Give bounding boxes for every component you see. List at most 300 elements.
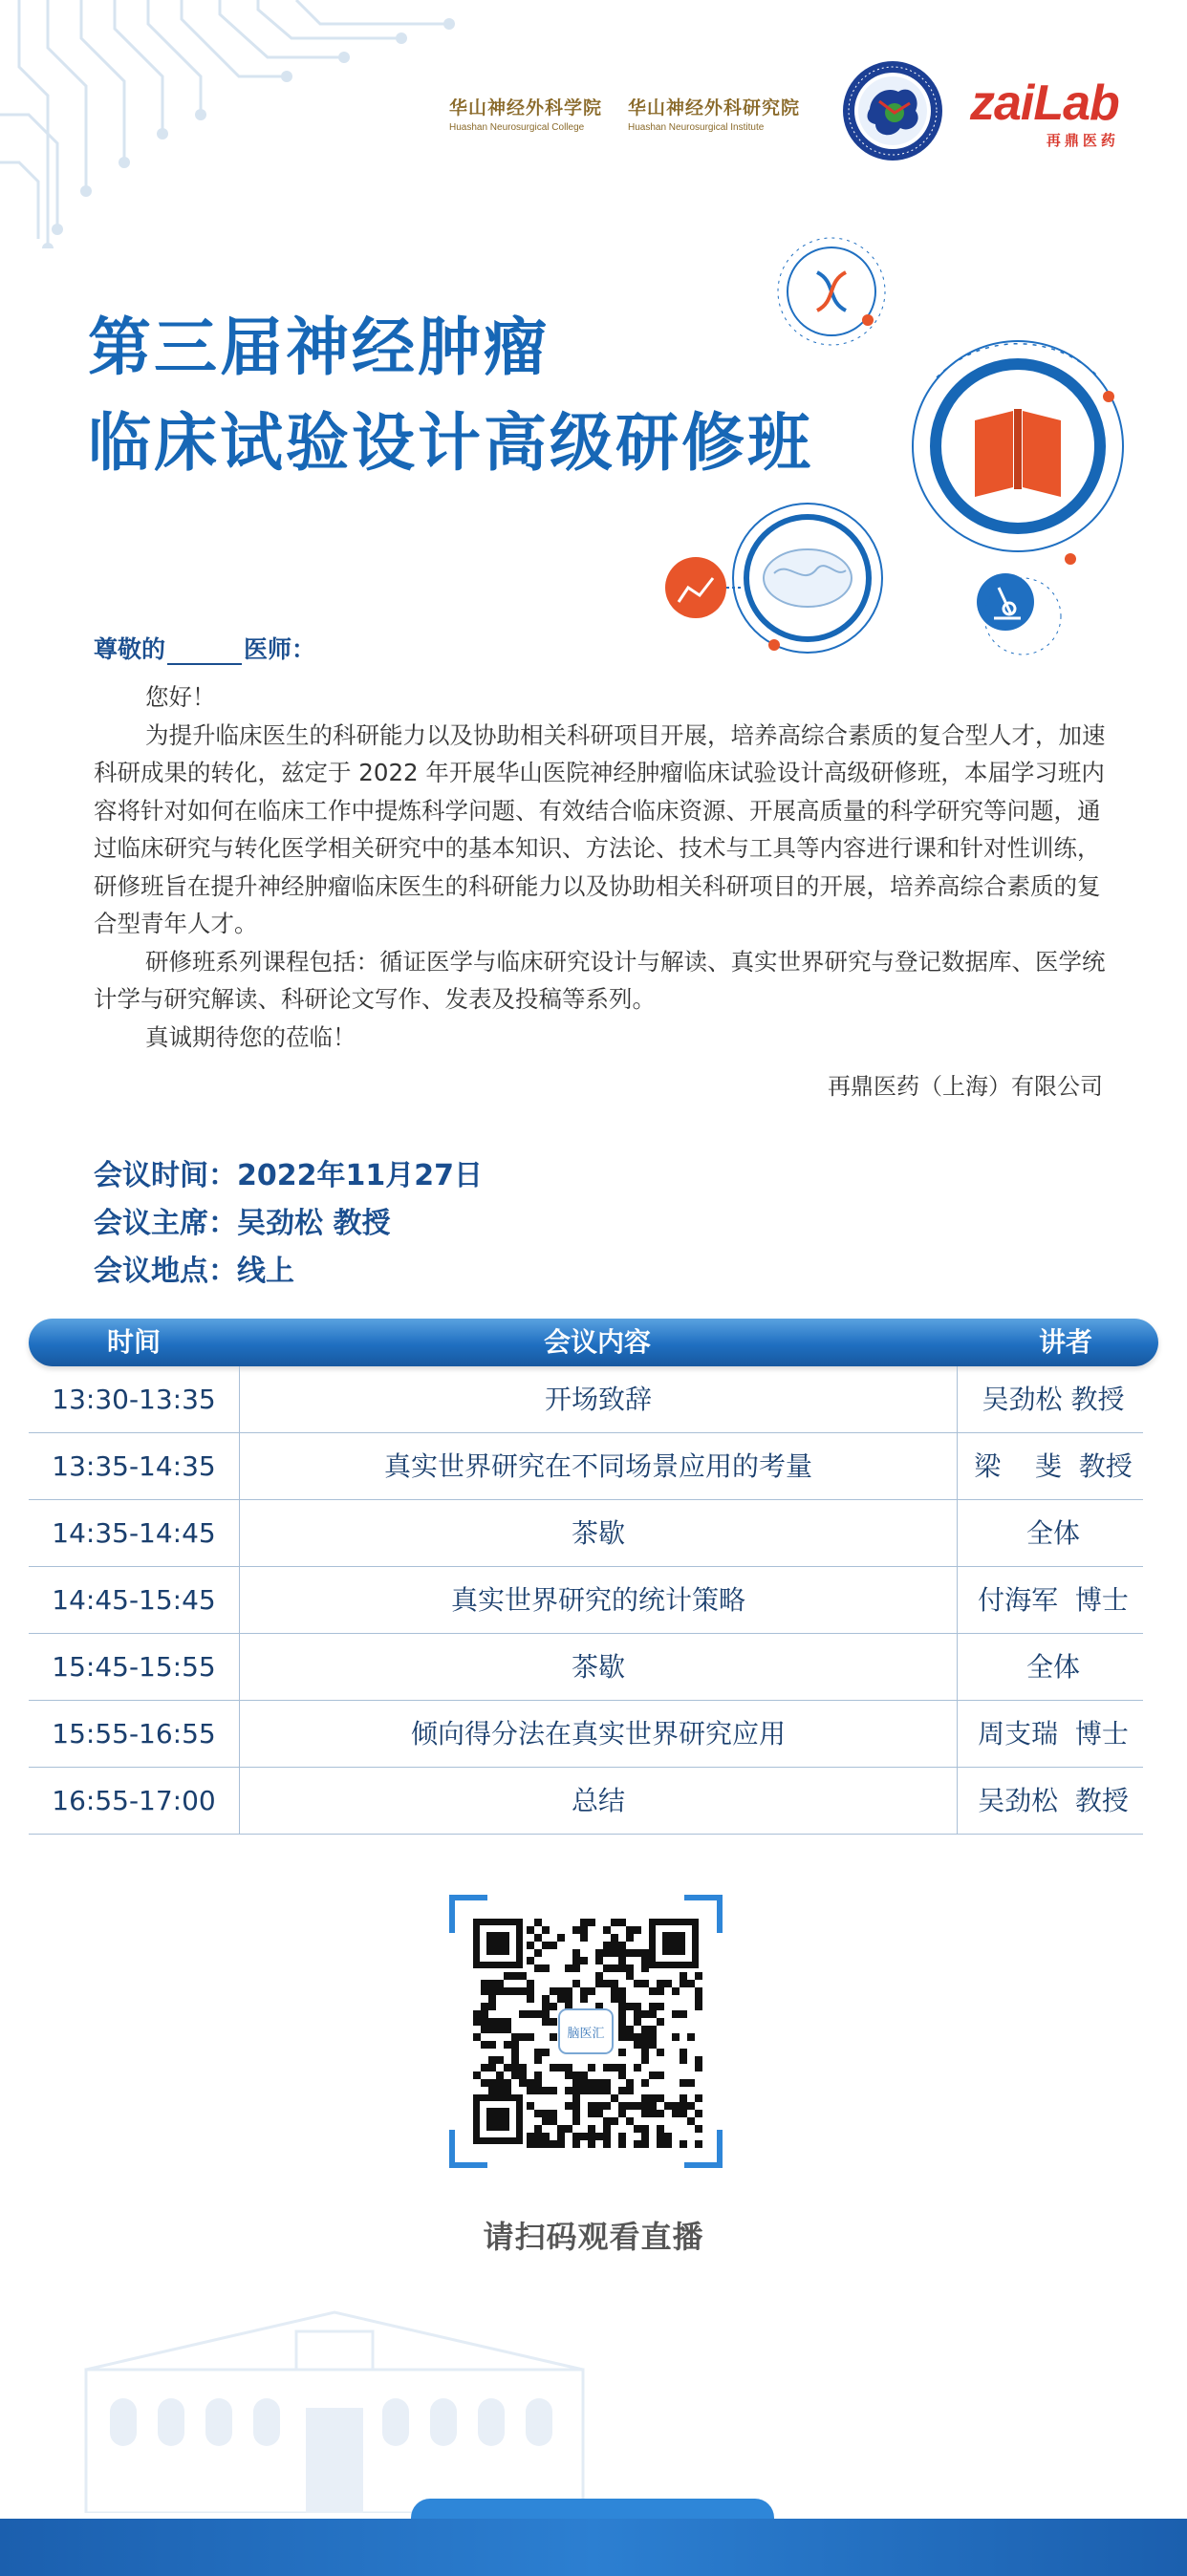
institute-name-cn: 华山神经外科研究院: [628, 97, 801, 118]
qr-module: [611, 1934, 618, 1942]
qr-module: [588, 2140, 595, 2148]
qr-module: [527, 2087, 534, 2094]
qr-module: [626, 2079, 634, 2087]
qr-module: [504, 2079, 511, 2087]
qr-module: [565, 2072, 572, 2079]
qr-module: [634, 1926, 641, 1934]
qr-module: [496, 1980, 504, 1987]
qr-module: [618, 1995, 626, 2003]
qr-module: [580, 1934, 588, 1942]
qr-module: [572, 2072, 580, 2079]
qr-module: [672, 2010, 680, 2018]
qr-module: [572, 2140, 580, 2148]
qr-module: [580, 2087, 588, 2094]
qr-module: [595, 1957, 603, 1964]
qr-module: [618, 1987, 626, 1995]
qr-module: [618, 2102, 626, 2110]
qr-module: [557, 2064, 565, 2072]
qr-module: [641, 2079, 649, 2087]
qr-module: [657, 2140, 664, 2148]
qr-module: [504, 2018, 511, 2026]
qr-module: [680, 2049, 687, 2056]
qr-module: [496, 2072, 504, 2079]
qr-module: [557, 1987, 565, 1995]
qr-module: [473, 2072, 481, 2079]
header-content: 会议内容: [543, 1326, 651, 1358]
invitation-letter: [94, 678, 1107, 1056]
qr-module: [550, 2018, 557, 2026]
row-content: 倾向得分法在真实世界研究应用: [239, 1701, 958, 1768]
zai-lab-wordmark: zaiLab: [970, 75, 1119, 131]
qr-module: [588, 1919, 595, 1926]
qr-module: [695, 2003, 702, 2010]
qr-module: [519, 2079, 527, 2087]
qr-module: [527, 2102, 534, 2110]
qr-module: [588, 2102, 595, 2110]
qr-module: [611, 1995, 618, 2003]
table-row: [29, 1567, 1143, 1634]
qr-module: [657, 2110, 664, 2117]
qr-module: [641, 2102, 649, 2110]
qr-module: [595, 1980, 603, 1987]
qr-module: [687, 2117, 695, 2125]
qr-module: [473, 2033, 481, 2041]
qr-module: [534, 2125, 542, 2133]
qr-module: [572, 2110, 580, 2117]
table-row: [29, 1634, 1143, 1701]
qr-module: [534, 1934, 542, 1942]
qr-module: [519, 2010, 527, 2018]
qr-module: [588, 2087, 595, 2094]
qr-module: [664, 2102, 672, 2110]
qr-module: [527, 2079, 534, 2087]
qr-module: [580, 1919, 588, 1926]
qr-module: [527, 1957, 534, 1964]
qr-module: [641, 2041, 649, 2049]
qr-module: [603, 1949, 611, 1957]
qr-module: [618, 1957, 626, 1964]
qr-module: [664, 2140, 672, 2148]
qr-module: [580, 1995, 588, 2003]
event-title-line-2: 临床试验设计高级研修班: [88, 406, 813, 480]
qr-module: [542, 2010, 550, 2018]
qr-module: [695, 2094, 702, 2102]
huashan-institute-logo: [628, 94, 800, 133]
qr-module: [618, 2087, 626, 2094]
qr-module: [634, 2064, 641, 2072]
qr-module: [550, 1942, 557, 1949]
qr-module: [680, 2079, 687, 2087]
qr-module: [580, 2072, 588, 2079]
qr-module: [504, 1987, 511, 1995]
qr-module: [634, 2140, 641, 2148]
qr-module: [565, 2064, 572, 2072]
qr-module: [527, 1942, 534, 1949]
qr-module: [657, 1987, 664, 1995]
qr-module: [504, 2041, 511, 2049]
qr-module: [687, 2079, 695, 2087]
qr-module: [542, 2087, 550, 2094]
qr-module: [496, 1987, 504, 1995]
qr-module: [473, 2010, 481, 2018]
qr-module: [572, 2094, 580, 2102]
qr-module: [634, 1980, 641, 1987]
qr-module: [511, 2064, 519, 2072]
qr-module: [504, 2087, 511, 2094]
qr-module: [649, 1987, 657, 1995]
qr-module: [527, 1926, 534, 1934]
qr-module: [603, 2133, 611, 2140]
dna-icon: [817, 272, 846, 311]
row-speaker: 全体: [1025, 1517, 1080, 1549]
schedule-table-header: [29, 1319, 1158, 1366]
qr-module: [511, 1972, 519, 1980]
qr-module: [542, 2018, 550, 2026]
qr-module: [481, 2010, 488, 2018]
qr-module: [641, 2056, 649, 2064]
qr-module: [649, 2026, 657, 2033]
row-speaker: 吴劲松 教授: [978, 1785, 1129, 1816]
qr-module: [618, 2026, 626, 2033]
qr-module: [565, 1995, 572, 2003]
qr-module: [542, 1964, 550, 1972]
qr-module: [504, 1972, 511, 1980]
qr-module: [680, 2010, 687, 2018]
qr-module: [511, 2033, 519, 2041]
qr-module: [488, 2079, 496, 2087]
qr-module: [641, 1957, 649, 1964]
qr-caption: 请扫码观看直播: [483, 2219, 704, 2255]
qr-module: [542, 2110, 550, 2117]
qr-module: [519, 1987, 527, 1995]
qr-module: [649, 2033, 657, 2041]
name-blank-line: [167, 640, 242, 665]
qr-module: [488, 2041, 496, 2049]
qr-module: [657, 2125, 664, 2133]
qr-module: [603, 2102, 611, 2110]
qr-module: [550, 2140, 557, 2148]
row-content: 茶歇: [239, 1500, 958, 1567]
row-time: 13:35-14:35: [52, 1450, 216, 1482]
qr-module: [595, 1949, 603, 1957]
qr-module: [550, 2110, 557, 2117]
qr-module: [634, 1949, 641, 1957]
qr-module: [527, 2133, 534, 2140]
qr-module: [618, 2018, 626, 2026]
qr-module: [519, 1972, 527, 1980]
qr-module: [641, 1980, 649, 1987]
qr-module: [580, 1957, 588, 1964]
qr-module: [572, 1957, 580, 1964]
qr-module: [595, 2133, 603, 2140]
qr-module: [534, 2010, 542, 2018]
qr-module: [572, 2117, 580, 2125]
qr-module: [588, 2110, 595, 2117]
qr-module: [680, 1980, 687, 1987]
qr-module: [626, 1964, 634, 1972]
qr-module: [527, 2033, 534, 2041]
qr-module: [618, 2133, 626, 2140]
qr-module: [618, 2110, 626, 2117]
qr-module: [488, 2018, 496, 2026]
qr-module: [580, 2079, 588, 2087]
table-row: [29, 1366, 1143, 1433]
row-time: 14:45-15:45: [52, 1584, 216, 1616]
qr-module: [572, 1926, 580, 1934]
row-time: 13:30-13:35: [52, 1384, 216, 1415]
qr-module: [588, 2079, 595, 2087]
qr-module: [481, 2041, 488, 2049]
qr-module: [695, 2125, 702, 2133]
qr-module: [626, 1934, 634, 1942]
qr-module: [534, 2133, 542, 2140]
qr-module: [603, 2064, 611, 2072]
qr-module: [611, 1987, 618, 1995]
qr-module: [565, 1964, 572, 1972]
qr-module: [511, 2041, 519, 2049]
qr-module: [595, 2087, 603, 2094]
qr-module: [664, 2133, 672, 2140]
meeting-time: 会议时间：2022年11月27日: [94, 1159, 483, 1192]
qr-module: [672, 1987, 680, 1995]
qr-module: [626, 2117, 634, 2125]
qr-module: [565, 2102, 572, 2110]
qr-module: [527, 1980, 534, 1987]
qr-module: [611, 1919, 618, 1926]
qr-center-label: 脑医汇: [567, 2027, 605, 2041]
qr-module: [672, 2110, 680, 2117]
qr-module: [672, 2102, 680, 2110]
qr-module: [626, 1949, 634, 1957]
qr-module: [534, 2079, 542, 2087]
table-row: [29, 1433, 1143, 1500]
qr-module: [634, 2033, 641, 2041]
book-icon: [975, 409, 1061, 497]
qr-module: [565, 2087, 572, 2094]
qr-module: [496, 2018, 504, 2026]
qr-module: [618, 2049, 626, 2056]
letter-signature: 再鼎医药（上海）有限公司: [828, 1073, 1103, 1100]
meeting-place: 会议地点：线上: [94, 1255, 294, 1288]
qr-module: [534, 1949, 542, 1957]
qr-module: [534, 1919, 542, 1926]
qr-module: [580, 2133, 588, 2140]
qr-module: [649, 2003, 657, 2010]
qr-module: [603, 1980, 611, 1987]
meeting-chair: 会议主席：吴劲松 教授: [94, 1207, 391, 1240]
qr-module: [565, 2125, 572, 2133]
qr-module: [641, 2026, 649, 2033]
qr-module: [534, 2110, 542, 2117]
qr-module: [481, 2003, 488, 2010]
qr-module: [603, 2140, 611, 2148]
qr-module: [511, 2056, 519, 2064]
row-content: 总结: [239, 1768, 958, 1835]
qr-module: [695, 2064, 702, 2072]
qr-module: [649, 2041, 657, 2049]
qr-module: [641, 1949, 649, 1957]
qr-module: [649, 2110, 657, 2117]
qr-module: [519, 2033, 527, 2041]
qr-module: [634, 2102, 641, 2110]
row-time: 16:55-17:00: [52, 1785, 216, 1816]
qr-module: [519, 2072, 527, 2079]
row-time: 15:55-16:55: [52, 1718, 216, 1750]
qr-module: [511, 2049, 519, 2056]
qr-module: [588, 2064, 595, 2072]
row-content: 茶歇: [239, 1634, 958, 1701]
brain-icon: [764, 549, 852, 607]
qr-module: [626, 2102, 634, 2110]
qr-module: [557, 1934, 565, 1942]
qr-module: [580, 1926, 588, 1934]
letter-paragraph-2: 研修班系列课程包括：循证医学与临床研究设计与解读、真实世界研究与登记数据库、医学统计学与研究解读、科研论文写作、发表及投稿等系列。: [94, 947, 1106, 1013]
qr-module: [657, 2094, 664, 2102]
qr-module: [634, 2003, 641, 2010]
qr-module: [481, 1980, 488, 1987]
qr-module: [557, 2133, 565, 2140]
qr-module: [680, 1972, 687, 1980]
qr-module: [657, 1980, 664, 1987]
row-time: 14:35-14:45: [52, 1517, 216, 1549]
science-illustration: [650, 234, 1185, 693]
qr-module: [618, 1942, 626, 1949]
zai-lab-logo: [970, 75, 1119, 150]
zai-lab-cn-name: 再鼎医药: [1046, 132, 1119, 149]
salutation-prefix: 尊敬的: [94, 635, 166, 663]
qr-module: [626, 2033, 634, 2041]
qr-module: [550, 2087, 557, 2094]
qr-module: [550, 2033, 557, 2041]
qr-module: [641, 2010, 649, 2018]
qr-module: [680, 2056, 687, 2064]
qr-module: [634, 2010, 641, 2018]
qr-module: [527, 1995, 534, 2003]
qr-module: [687, 1980, 695, 1987]
qr-module: [542, 1926, 550, 1934]
qr-module: [641, 2133, 649, 2140]
qr-module: [527, 1987, 534, 1995]
qr-module: [611, 1949, 618, 1957]
qr-module: [626, 1926, 634, 1934]
qr-module: [542, 2117, 550, 2125]
qr-module: [588, 2133, 595, 2140]
qr-module: [664, 1980, 672, 1987]
qr-module: [542, 1995, 550, 2003]
qr-module: [572, 1949, 580, 1957]
qr-module: [618, 2072, 626, 2079]
institute-name-en: Huashan Neurosurgical Institute: [628, 122, 765, 133]
qr-module: [542, 2140, 550, 2148]
qr-module: [641, 2033, 649, 2041]
qr-module: [534, 2087, 542, 2094]
qr-module: [572, 2087, 580, 2094]
qr-module: [542, 2133, 550, 2140]
qr-module: [511, 2072, 519, 2079]
qr-module: [534, 2056, 542, 2064]
qr-module: [649, 2072, 657, 2079]
qr-module: [488, 2056, 496, 2064]
qr-module: [611, 2064, 618, 2072]
qr-module: [603, 1964, 611, 1972]
letter-paragraph-1: 为提升临床医生的科研能力以及协助相关科研项目开展，培养高综合素质的复合型人才，加速科研成果的转化，兹定于 2022 年开展华山医院神经肿瘤临床试验设计高级研修班，本届学习班内容将针对如何在临床工作中提炼科学问题、有效结合临床资源、开展高质量的科学研究等问题，通过临床研究与转化医学相关研究中的基本知识、方法论、技术与工具等内容进行课和针对性训练，研修班旨在提升神经肿瘤临床医生的科研能力以及协助相关科研项目的开展，培养高综合素质的复合型青年人才。: [94, 720, 1106, 937]
qr-module: [687, 2102, 695, 2110]
qr-module: [695, 1972, 702, 1980]
qr-module: [565, 1987, 572, 1995]
qr-module: [527, 2010, 534, 2018]
qr-module: [649, 2102, 657, 2110]
qr-module: [572, 2102, 580, 2110]
qr-module: [603, 2125, 611, 2133]
qr-module: [542, 2003, 550, 2010]
bottom-bar: [0, 2519, 1187, 2576]
qr-module: [481, 1987, 488, 1995]
live-stream-qr-code[interactable]: [449, 1895, 723, 2168]
qr-module: [680, 2094, 687, 2102]
row-content: 真实世界研究的统计策略: [239, 1567, 958, 1634]
qr-module: [595, 2079, 603, 2087]
qr-module: [488, 1995, 496, 2003]
qr-module: [626, 1972, 634, 1980]
qr-module: [611, 1980, 618, 1987]
qr-module: [488, 2003, 496, 2010]
qr-module: [580, 1987, 588, 1995]
header-speaker: 讲者: [1038, 1326, 1092, 1358]
qr-module: [550, 2064, 557, 2072]
qr-module: [634, 2018, 641, 2026]
qr-module: [649, 2010, 657, 2018]
event-title-line-1: 第三届神经肿瘤: [88, 311, 550, 384]
society-seal-logo: [841, 59, 944, 162]
qr-module: [618, 2003, 626, 2010]
qr-module: [641, 2094, 649, 2102]
qr-module: [641, 1964, 649, 1972]
qr-module: [488, 2087, 496, 2094]
row-content: 真实世界研究在不同场景应用的考量: [239, 1433, 958, 1500]
qr-module: [557, 2125, 565, 2133]
qr-module: [618, 1949, 626, 1957]
circuit-decoration: [0, 0, 497, 248]
building-watermark: [67, 2293, 602, 2513]
qr-module: [695, 1995, 702, 2003]
qr-module: [641, 2125, 649, 2133]
qr-module: [695, 2140, 702, 2148]
row-content: 开场致辞: [239, 1366, 958, 1433]
qr-module: [618, 1919, 626, 1926]
qr-module: [519, 2064, 527, 2072]
qr-module: [626, 2003, 634, 2010]
qr-module: [550, 2117, 557, 2125]
qr-module: [572, 2079, 580, 2087]
qr-module: [641, 2140, 649, 2148]
qr-module: [572, 1964, 580, 1972]
qr-module: [695, 2056, 702, 2064]
qr-module: [657, 2049, 664, 2056]
qr-module: [618, 1964, 626, 1972]
table-row: [29, 1701, 1143, 1768]
qr-module: [657, 2018, 664, 2026]
qr-module: [680, 2110, 687, 2117]
row-speaker: 付海军 博士: [978, 1584, 1129, 1616]
qr-module: [611, 1964, 618, 1972]
qr-module: [588, 1987, 595, 1995]
qr-module: [611, 1942, 618, 1949]
college-name-cn: 华山神经外科学院: [449, 97, 603, 118]
qr-module: [657, 2133, 664, 2140]
qr-module: [672, 2033, 680, 2041]
qr-module: [481, 2079, 488, 2087]
qr-module: [488, 1980, 496, 1987]
